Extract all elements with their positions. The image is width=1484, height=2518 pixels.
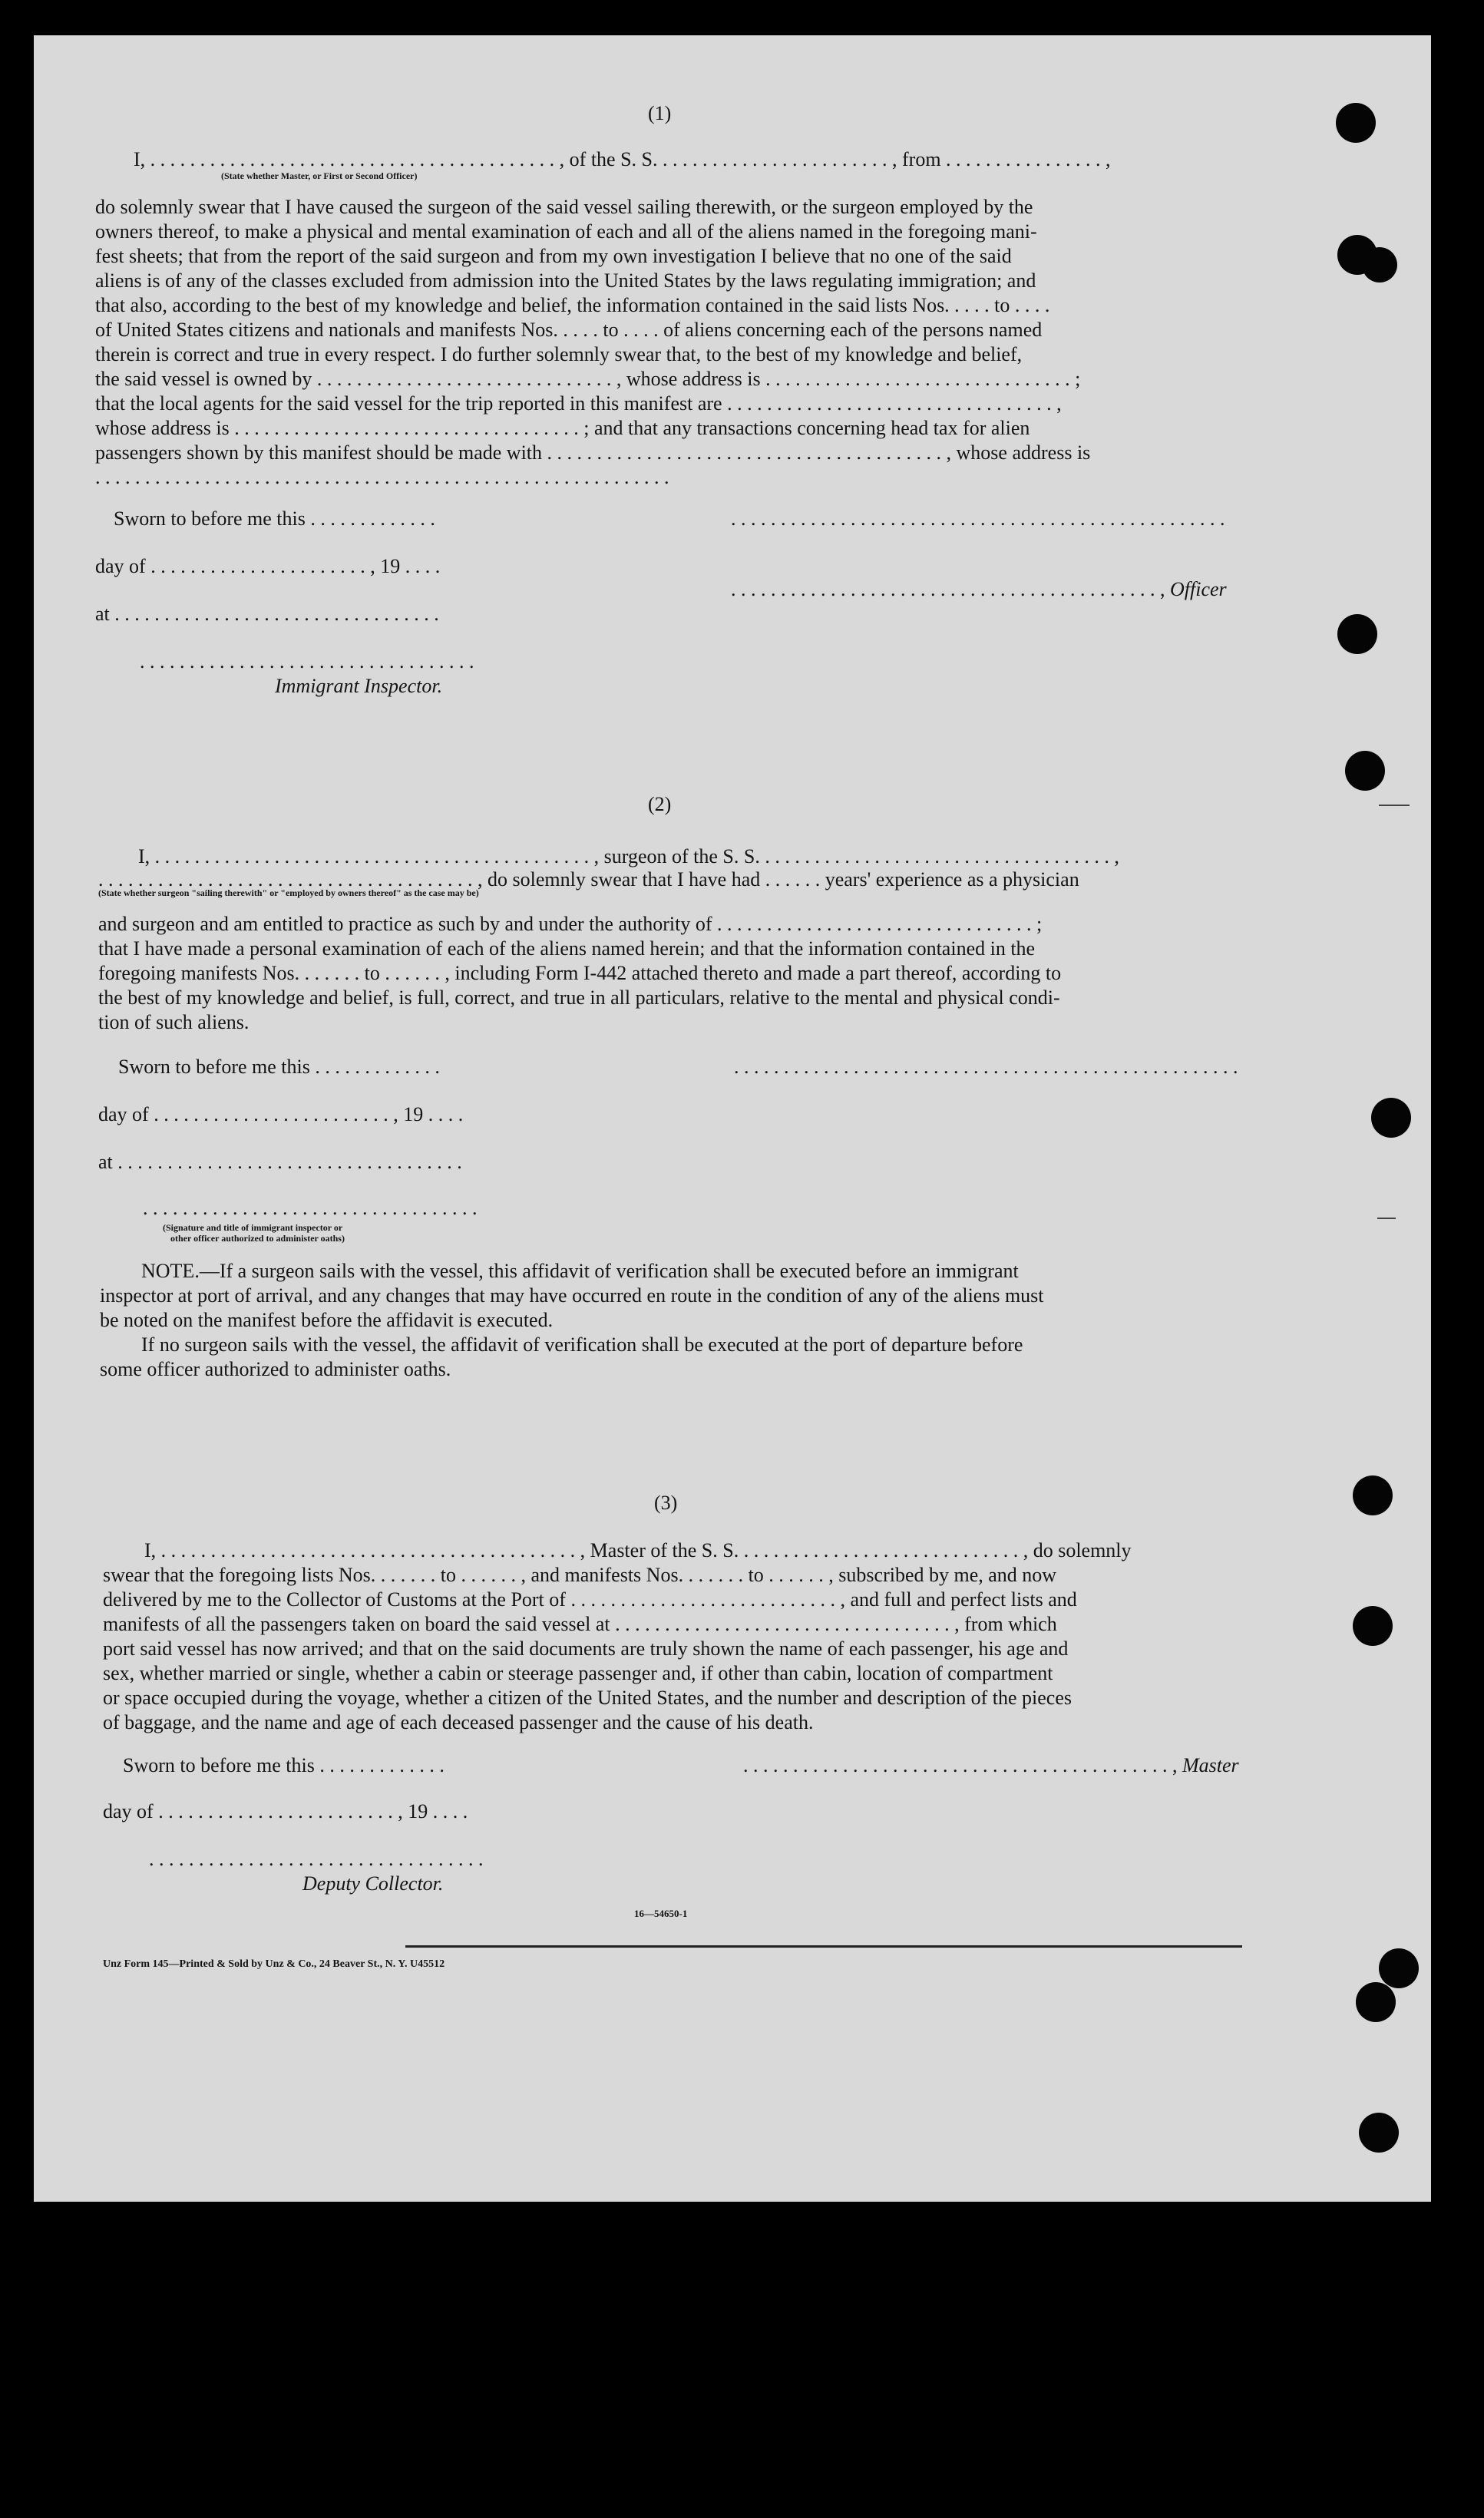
section-2-number: (2) xyxy=(648,793,672,815)
s2-signature-caption-1: (Signature and title of immigrant inspector or xyxy=(163,1222,343,1233)
s1-officer-dots: . . . . . . . . . . . . . . . . . . . . . . . . . . . . . . . . . . . . . . . . . . . , xyxy=(731,578,1170,600)
s3-line-6: sex, whether married or single, whether a cabin or steerage passenger and, if other than cabin, location of compartment xyxy=(103,1662,1053,1684)
punch-hole xyxy=(1362,247,1397,283)
footer-rule xyxy=(405,1945,1242,1948)
scan-mark xyxy=(1379,805,1410,806)
punch-hole xyxy=(1345,751,1385,791)
s3-line-1: I, . . . . . . . . . . . . . . . . . . . . . . . . . . . . . . . . . . . . . . . . . . , Master of the S. S. . . . . . . . . . . . . . . . . . . . . . . . . . . . . , do solemnly xyxy=(144,1539,1132,1561)
s1-inspector-signature-line: . . . . . . . . . . . . . . . . . . . . . . . . . . . . . . . . . . xyxy=(140,650,474,672)
s3-line-8: of baggage, and the name and age of each deceased passenger and the cause of his death. xyxy=(103,1711,814,1733)
s1-line-6: of United States citizens and nationals and manifests Nos. . . . . to . . . . of aliens concerning each of the persons named xyxy=(95,319,1043,341)
s1-line-9: that the local agents for the said vessel for the trip reported in this manifest are . . . . . . . . . . . . . . . . . . . . . . . . . . . . . . . . . , xyxy=(95,392,1062,415)
punch-hole xyxy=(1359,2113,1399,2153)
punch-hole xyxy=(1371,1098,1411,1138)
s2-line-6: the best of my knowledge and belief, is full, correct, and true in all particulars, relative to the mental and physical condi- xyxy=(98,986,1060,1009)
s1-line-0: I, . . . . . . . . . . . . . . . . . . . . . . . . . . . . . . . . . . . . . . . . . , of the S. S. . . . . . . . . . . . . . . . . . . . . . . . , from . . . . . . . . . . . . . . . . , xyxy=(134,148,1111,170)
s2-sworn: Sworn to before me this . . . . . . . . . . . . . xyxy=(118,1056,440,1078)
s1-line-4: aliens is of any of the classes excluded from admission into the United States by the laws regulating immigration; and xyxy=(95,269,1036,292)
s2-line-1: I, . . . . . . . . . . . . . . . . . . . . . . . . . . . . . . . . . . . . . . . . . . . . , surgeon of the S. S. . . . . . . . . . . . . . . . . . . . . . . . . . . . . . . . . . . . , xyxy=(138,845,1119,867)
s1-line-3: fest sheets; that from the report of the said surgeon and from my own investigation I believe that no one of the said xyxy=(95,245,1012,267)
s1-sworn-signature-line: . . . . . . . . . . . . . . . . . . . . . . . . . . . . . . . . . . . . . . . . . . . . . . . . . . xyxy=(731,507,1225,530)
s2-note-line-5: some officer authorized to administer oaths. xyxy=(100,1358,451,1380)
punch-hole xyxy=(1353,1606,1393,1646)
s3-line-5: port said vessel has now arrived; and that on the said documents are truly shown the name of each passenger, his age and xyxy=(103,1637,1069,1660)
s3-master-label: Master xyxy=(1182,1754,1239,1776)
s1-line-12: . . . . . . . . . . . . . . . . . . . . . . . . . . . . . . . . . . . . . . . . . . . . . . . . . . . . . . . . . . xyxy=(95,466,669,488)
s3-day: day of . . . . . . . . . . . . . . . . . . . . . . . . , 19 . . . . xyxy=(103,1800,468,1822)
s1-note-small: (State whether Master, or First or Second Officer) xyxy=(221,170,418,181)
s1-day: day of . . . . . . . . . . . . . . . . . . . . . . , 19 . . . . xyxy=(95,555,441,577)
punch-hole xyxy=(1379,1948,1419,1988)
s2-signature-line: . . . . . . . . . . . . . . . . . . . . . . . . . . . . . . . . . . xyxy=(143,1197,478,1219)
s1-at: at . . . . . . . . . . . . . . . . . . . . . . . . . . . . . . . . . xyxy=(95,603,439,625)
s2-note-line-2: inspector at port of arrival, and any changes that may have occurred en route in the condition of any of the aliens must xyxy=(100,1284,1044,1307)
s3-collector-signature-line: . . . . . . . . . . . . . . . . . . . . . . . . . . . . . . . . . . xyxy=(149,1848,484,1870)
s1-sworn: Sworn to before me this . . . . . . . . . . . . . xyxy=(114,507,435,530)
s1-line-2: owners thereof, to make a physical and mental examination of each and all of the aliens named in the foregoing mani- xyxy=(95,220,1037,243)
s2-line-3: and surgeon and am entitled to practice as such by and under the authority of . . . . . . . . . . . . . . . . . . . . . . . . . . . . . . . . ; xyxy=(98,913,1043,935)
s2-line-7: tion of such aliens. xyxy=(98,1011,250,1033)
s2-note-small: (State whether surgeon "sailing therewith" or "employed by owners thereof" as the case may be) xyxy=(98,887,479,898)
s1-line-1: do solemnly swear that I have caused the surgeon of the said vessel sailing therewith, or the surgeon employed by the xyxy=(95,196,1033,218)
s1-line-5: that also, according to the best of my knowledge and belief, the information contained in the said lists Nos. . . . . to . . . . xyxy=(95,294,1050,316)
s1-line-8: the said vessel is owned by . . . . . . . . . . . . . . . . . . . . . . . . . . . . . . , whose address is . . . . . . . . . . . . . . . . . . . . . . . . . . . . . . . ; xyxy=(95,368,1081,390)
s2-day: day of . . . . . . . . . . . . . . . . . . . . . . . . , 19 . . . . xyxy=(98,1103,464,1125)
section-3-number: (3) xyxy=(654,1492,678,1514)
s1-officer-signature-line xyxy=(731,577,1227,602)
s2-line-5: foregoing manifests Nos. . . . . . . to . . . . . . , including Form I-442 attached thereto and made a part thereof, according to xyxy=(98,962,1062,984)
s3-line-4: manifests of all the passengers taken on board the said vessel at . . . . . . . . . . . . . . . . . . . . . . . . . . . . . . . . . . , from which xyxy=(103,1613,1057,1635)
s2-note-line-3: be noted on the manifest before the affidavit is executed. xyxy=(100,1309,554,1331)
punch-hole xyxy=(1337,614,1377,654)
s1-line-10: whose address is . . . . . . . . . . . . . . . . . . . . . . . . . . . . . . . . . . . ; and that any transactions concerning head tax for alien xyxy=(95,417,1030,439)
s2-note-line-1: NOTE.—If a surgeon sails with the vessel, this affidavit of verification shall be executed before an immigrant xyxy=(141,1260,1019,1282)
s1-inspector-label: Immigrant Inspector. xyxy=(275,675,443,697)
s3-master-dots: . . . . . . . . . . . . . . . . . . . . . . . . . . . . . . . . . . . . . . . . . . . , xyxy=(743,1754,1182,1776)
s3-form-code: 16—54650-1 xyxy=(634,1908,688,1919)
s2-sworn-signature-line: . . . . . . . . . . . . . . . . . . . . . . . . . . . . . . . . . . . . . . . . . . . . . . . . . . . xyxy=(734,1056,1238,1078)
punch-hole xyxy=(1356,1982,1396,2022)
s1-line-7: therein is correct and true in every respect. I do further solemnly swear that, to the best of my knowledge and belief, xyxy=(95,343,1023,365)
s3-collector-label: Deputy Collector. xyxy=(302,1872,444,1895)
scan-mark xyxy=(1377,1218,1396,1219)
punch-hole xyxy=(1336,103,1376,143)
s3-line-7: or space occupied during the voyage, whether a citizen of the United States, and the number and description of the pieces xyxy=(103,1687,1073,1709)
s1-officer-label: Officer xyxy=(1170,578,1227,600)
s3-master-signature-line xyxy=(743,1753,1239,1778)
punch-hole xyxy=(1353,1475,1393,1515)
s2-line-4: that I have made a personal examination of each of the aliens named herein; and that the information contained in the xyxy=(98,937,1036,960)
s2-signature-caption-2: other officer authorized to administer oaths) xyxy=(170,1233,345,1244)
s1-line-11: passengers shown by this manifest should be made with . . . . . . . . . . . . . . . . . . . . . . . . . . . . . . . . . . . . . . . . , whose address is xyxy=(95,441,1091,464)
s2-line-2: . . . . . . . . . . . . . . . . . . . . . . . . . . . . . . . . . . . . . . , do solemnly swear that I have had . . . . . . years' experience as a physician xyxy=(98,868,1079,891)
document-page xyxy=(34,35,1431,2202)
s3-line-3: delivered by me to the Collector of Customs at the Port of . . . . . . . . . . . . . . . . . . . . . . . . . . . , and full and perfect lists and xyxy=(103,1588,1077,1611)
s2-note-line-4: If no surgeon sails with the vessel, the affidavit of verification shall be executed at the port of departure before xyxy=(141,1333,1023,1356)
s3-sworn: Sworn to before me this . . . . . . . . . . . . . xyxy=(123,1754,445,1776)
footer-printer: Unz Form 145—Printed & Sold by Unz & Co., 24 Beaver St., N. Y. U45512 xyxy=(103,1958,445,1970)
s3-line-2: swear that the foregoing lists Nos. . . . . . . to . . . . . . , and manifests Nos. . . . . . . to . . . . . . , subscribed by me, and now xyxy=(103,1564,1057,1586)
s2-at: at . . . . . . . . . . . . . . . . . . . . . . . . . . . . . . . . . . . xyxy=(98,1151,462,1173)
section-1-number: (1) xyxy=(648,102,672,124)
